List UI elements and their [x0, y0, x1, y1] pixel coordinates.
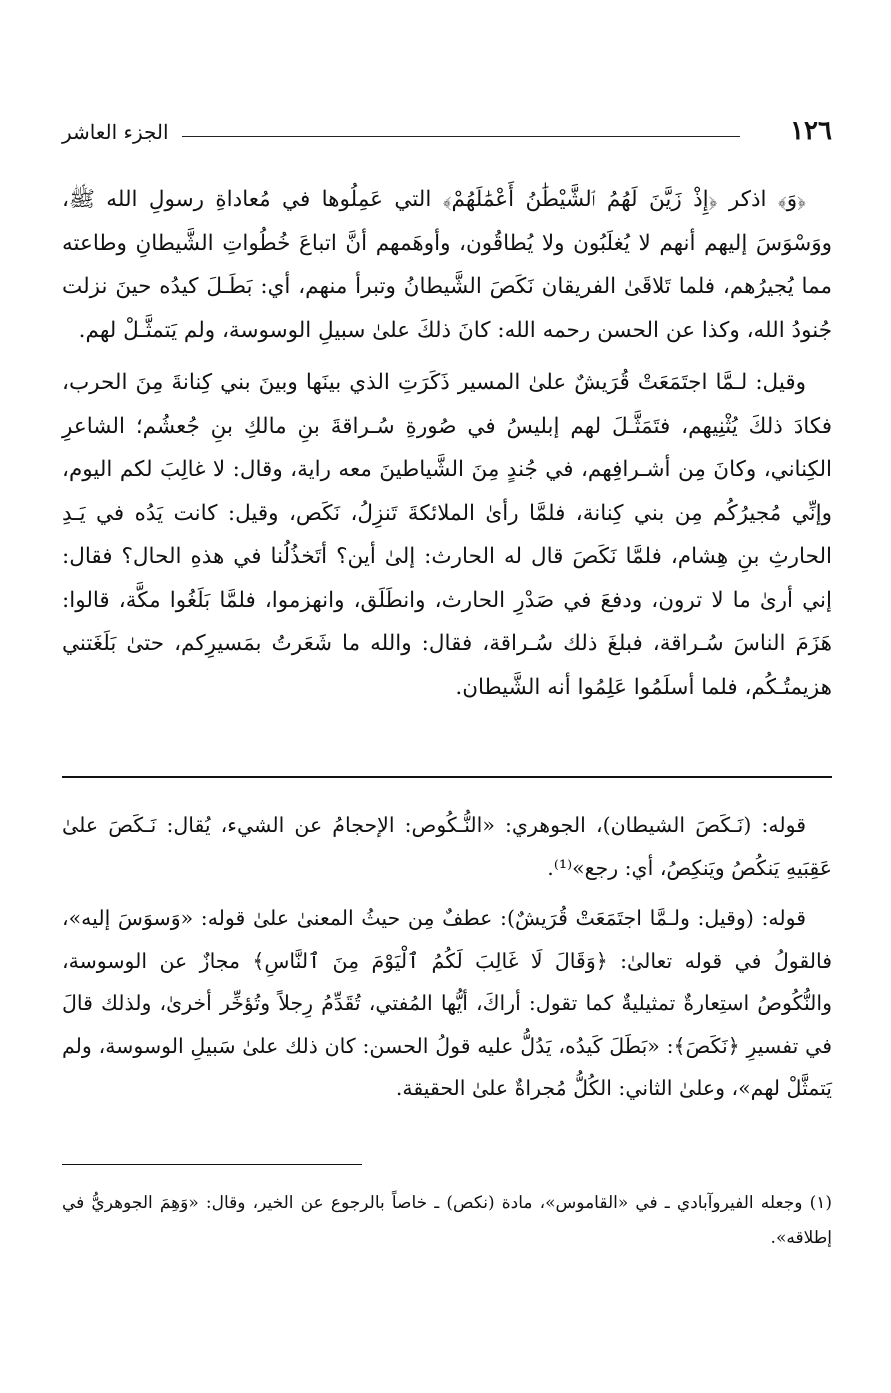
page-number: ١٢٦ — [790, 116, 832, 146]
footnote — [62, 1186, 832, 1256]
commentary-paragraph: قوله: (نَـكَصَ الشيطان)، الجوهري: «النُّـكُوص: الإحجامُ عن الشيء، يُقال: نَـكَصَ علىٰ عَقِبَيهِ يَنكُصُ ويَنكِصُ، أي: رجع»⁽¹⁾. — [62, 813, 832, 880]
footnote-text: (١) وجعله الفيروآبادي ـ في «القاموس»، مادة (نكص) ـ خاصاً بالرجوع عن الخير، وقال: «وَهِمَ الجوهريُّ في إطلاقه». — [62, 1193, 832, 1248]
header-rule — [182, 136, 740, 137]
main-paragraph: ﴿وَ﴾ اذكر ﴿إِذْ زَيَّنَ لَهُمُ ٱلشَّيْطَٰنُ أَعْمَٰلَهُمْ﴾ التي عَمِلُوها في مُعاداةِ رسولِ الله ﷺ، ووَسْوَسَ إليهم أنهم لا يُغلَبُون ولا يُطاقُون، وأوهَمهم أنَّ اتباعَ خُطُواتِ الشَّيطانِ وطاعته مما يُجيرُهم، فلما تَلاقَىٰ الفريقان نَكَصَ الشَّيطانُ وتبرأ منهم، أي: بَطَـلَ كيدُه حينَ نزلت جُنودُ الله، وكذا عن الحسن رحمه الله: كانَ ذلكَ علىٰ سبيلِ الوسوسة، ولم يَتمثَّـلْ لهم. — [62, 187, 832, 343]
section-divider — [62, 776, 832, 778]
commentary-paragraph: قوله: (وقيل: ولـمَّا اجتَمَعَتْ قُرَيشٌ): عطفٌ مِن حيثُ المعنىٰ علىٰ قوله: «وَسوَسَ إليه»، فالقولُ في قوله تعالىٰ: ﴿وَقَالَ لَا غَالِبَ لَكُمُ ٱلْيَوْمَ مِنَ ٱلنَّاسِ﴾ مجازٌ عن الوسوسة، والنُّكُوصُ استِعارةٌ تمثيليةٌ كما تقول: أراكَ، أيُّها المُفتي، تُقَدِّمُ رِجلاً وتُؤخِّر أخرىٰ، ولذلك قالَ في تفسيرِ ﴿نَكَصَ﴾: «بَطَلَ كَيدُه، يَدُلُّ عليه قولُ الحسن: كان ذلك علىٰ سَبيلِ الوسوسة، ولم يَتمثَّلْ لهم»، وعلىٰ الثاني: الكُلُّ مُجراةٌ علىٰ الحقيقة. — [62, 906, 832, 1100]
part-title: الجزء العاشر — [62, 120, 169, 144]
footnote-divider — [62, 1164, 362, 1165]
main-paragraph: وقيل: لـمَّا اجتَمَعَتْ قُرَيشٌ علىٰ المسير ذَكَرَتِ الذي بينَها وبينَ بني كِنانةَ مِنَ الحرب، فكادَ ذلكَ يُثْنِيهم، فتَمَثَّـلَ لهم إبليسُ في صُورةِ سُـراقةَ بنِ مالكِ بنِ جُعشُم؛ الشاعرِ الكِناني، وكانَ مِن أشـرافِهم، في جُندٍ مِنَ الشَّياطينَ معه راية، وقال: لا غالِبَ لكم اليوم، وإنِّي مُجيرُكُم مِن بني كِنانة، فلمَّا رأىٰ الملائكةَ تَنزِلُ، نَكَص، وقيل: كانت يَدُه في يَـدِ الحارثِ بنِ هِشام، فلمَّا نَكَصَ قال له الحارث: إلىٰ أين؟ أتَخذُلُنا في هذهِ الحال؟ فقال: إني أرىٰ ما لا ترون، ودفعَ في صَدْرِ الحارث، وانطَلَق، وانهزموا، فلمَّا بَلَغُوا مكَّة، قالوا: هَزَمَ الناسَ سُـراقة، فبلغَ ذلك سُـراقة، فقال: والله ما شَعَرتُ بمَسيرِكم، حتىٰ بَلَغَتني هزيمتُـكُم، فلما أسلَمُوا عَلِمُوا أنه الشَّيطان. — [62, 370, 832, 700]
commentary-text — [62, 804, 832, 1118]
main-text — [62, 178, 832, 718]
page-header — [62, 112, 832, 152]
